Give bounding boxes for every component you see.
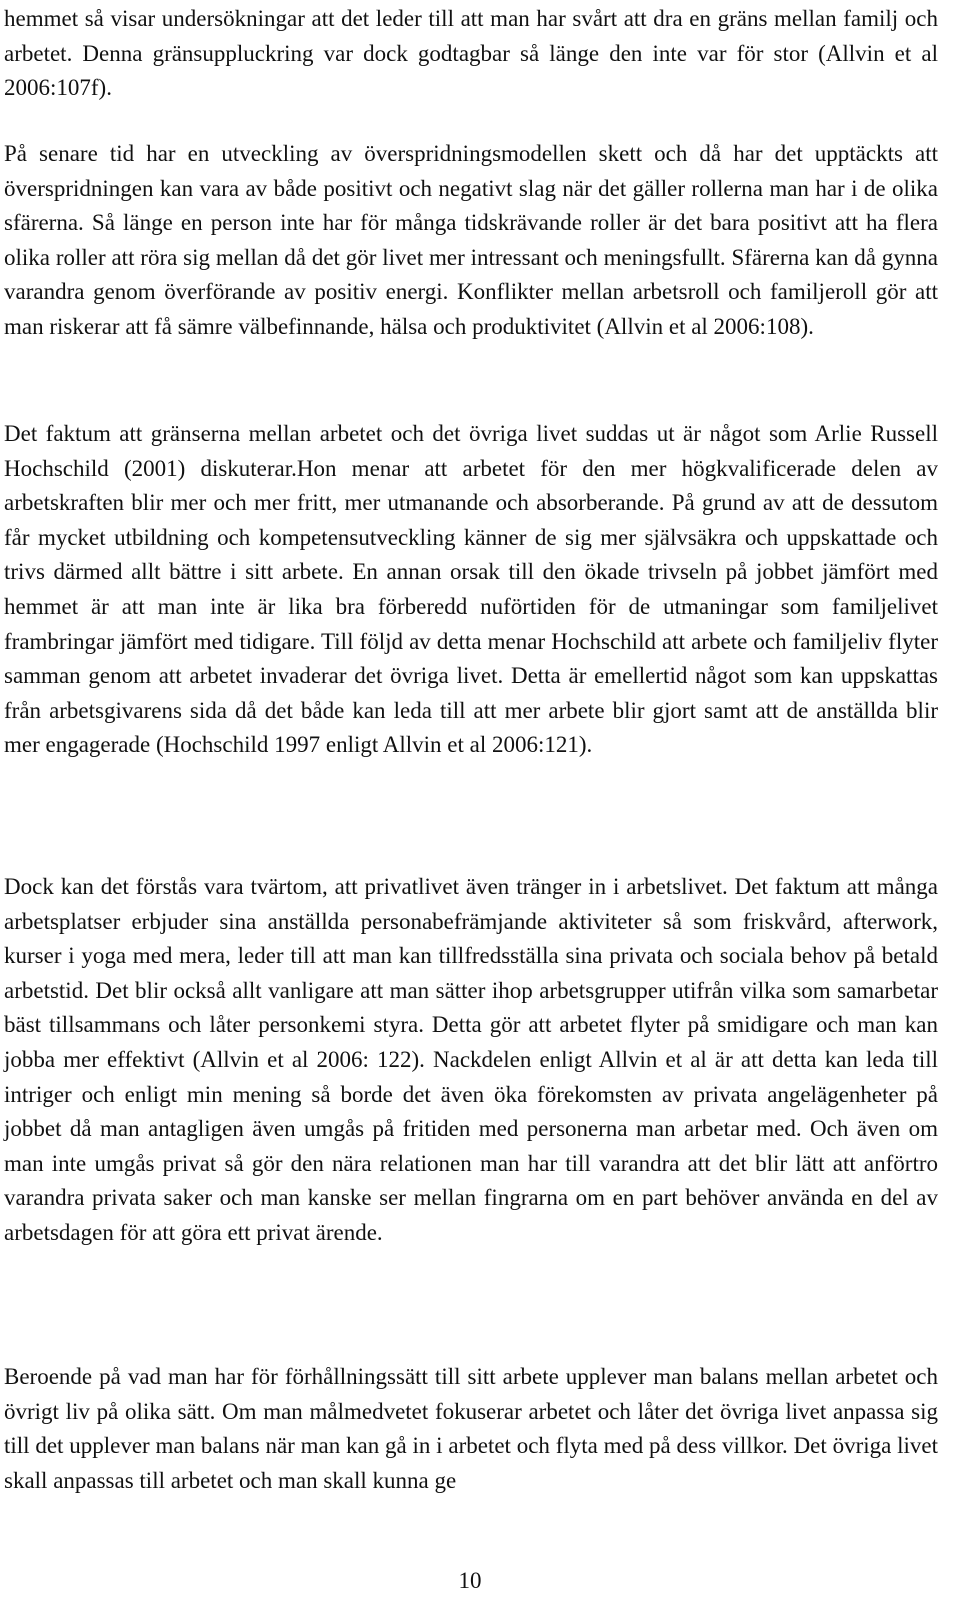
paragraph-3: Det faktum att gränserna mellan arbetet och det övriga livet suddas ut är något som Arlie Russell Hochschild (2001) diskuterar.Hon menar att arbetet för den mer högkvalificerade delen av arbetskraften blir mer och mer fritt, mer utmanande och absorberande. På grund av att de dessutom får mycket utbildning och kompetensutveckling känner de sig mer självsäkra och uppskattade och trivs därmed allt bättre i sitt arbete. En annan orsak till den ökade trivseln på jobbet jämfört med hemmet är att man inte är lika bra förberedd nuförtiden för de utmaningar som familjelivet frambringar jämfört med tidigare. Till följd av detta menar Hochschild att arbete och familjeliv flyter samman genom att arbetet invaderar det övriga livet. Detta är emellertid något som kan uppskattas från arbetsgivarens sida då det både kan leda till att mer arbete blir gjort samt att de anställda blir mer engagerade (Hochschild 1997 enligt Allvin et al 2006:121). [4, 421, 938, 758]
page-number: 10 [458, 1568, 482, 1593]
paragraph-4: Dock kan det förstås vara tvärtom, att privatlivet även tränger in i arbetslivet. Det faktum att många arbetsplatser erbjuder sina anställda personabefrämjande aktiviteter så som friskvård, afterwork, kurser i yoga med mera, leder till att man kan tillfredsställa sina privata och sociala behov på betald arbetstid. Det blir också allt vanligare att man sätter ihop arbetsgrupper utifrån vilka som samarbetar bäst tillsammans och låter personkemi styra. Detta gör att arbetet flyter på smidigare och man kan jobba mer effektivt (Allvin et al 2006: 122). Nackdelen enligt Allvin et al är att detta kan leda till intriger och enligt min mening så borde det även öka förekomsten av privata angelägenheter på jobbet då man antagligen även umgås på fritiden med personerna man arbetar med. Och även om man inte umgås privat så gör den nära relationen man har till varandra att det blir lätt att anförtro varandra privata saker och man kanske ser mellan fingrarna om en part behöver använda en del av arbetsdagen för att göra ett privat ärende. [4, 874, 938, 1245]
paragraph-1: hemmet så visar undersökningar att det leder till att man har svårt att dra en gräns mellan familj och arbetet. Denna gränsuppluckring var dock godtagbar så länge den inte var för stor (Allvin et al 2006:107f). [4, 6, 938, 101]
paragraph-5: Beroende på vad man har för förhållningssätt till sitt arbete upplever man balans mellan arbetet och övrigt liv på olika sätt. Om man målmedvetet fokuserar arbetet och låter det övriga livet anpassa sig till det upplever man balans när man kan gå in i arbetet och flyta med på dess villkor. Det övriga livet skall anpassas till arbetet och man skall kunna ge [4, 1364, 938, 1493]
paragraph-2: På senare tid har en utveckling av överspridningsmodellen skett och då har det upptäckts att överspridningen kan vara av både positivt och negativt slag när det gäller rollerna man har i de olika sfärerna. Så länge en person inte har för många tidskrävande roller är det bara positivt att ha flera olika roller att röra sig mellan då det gör livet mer intressant och meningsfullt. Sfärerna kan då gynna varandra genom överförande av positiv energi. Konflikter mellan arbetsroll och familjeroll gör att man riskerar att få sämre välbefinnande, hälsa och produktivitet (Allvin et al 2006:108). [4, 141, 938, 339]
